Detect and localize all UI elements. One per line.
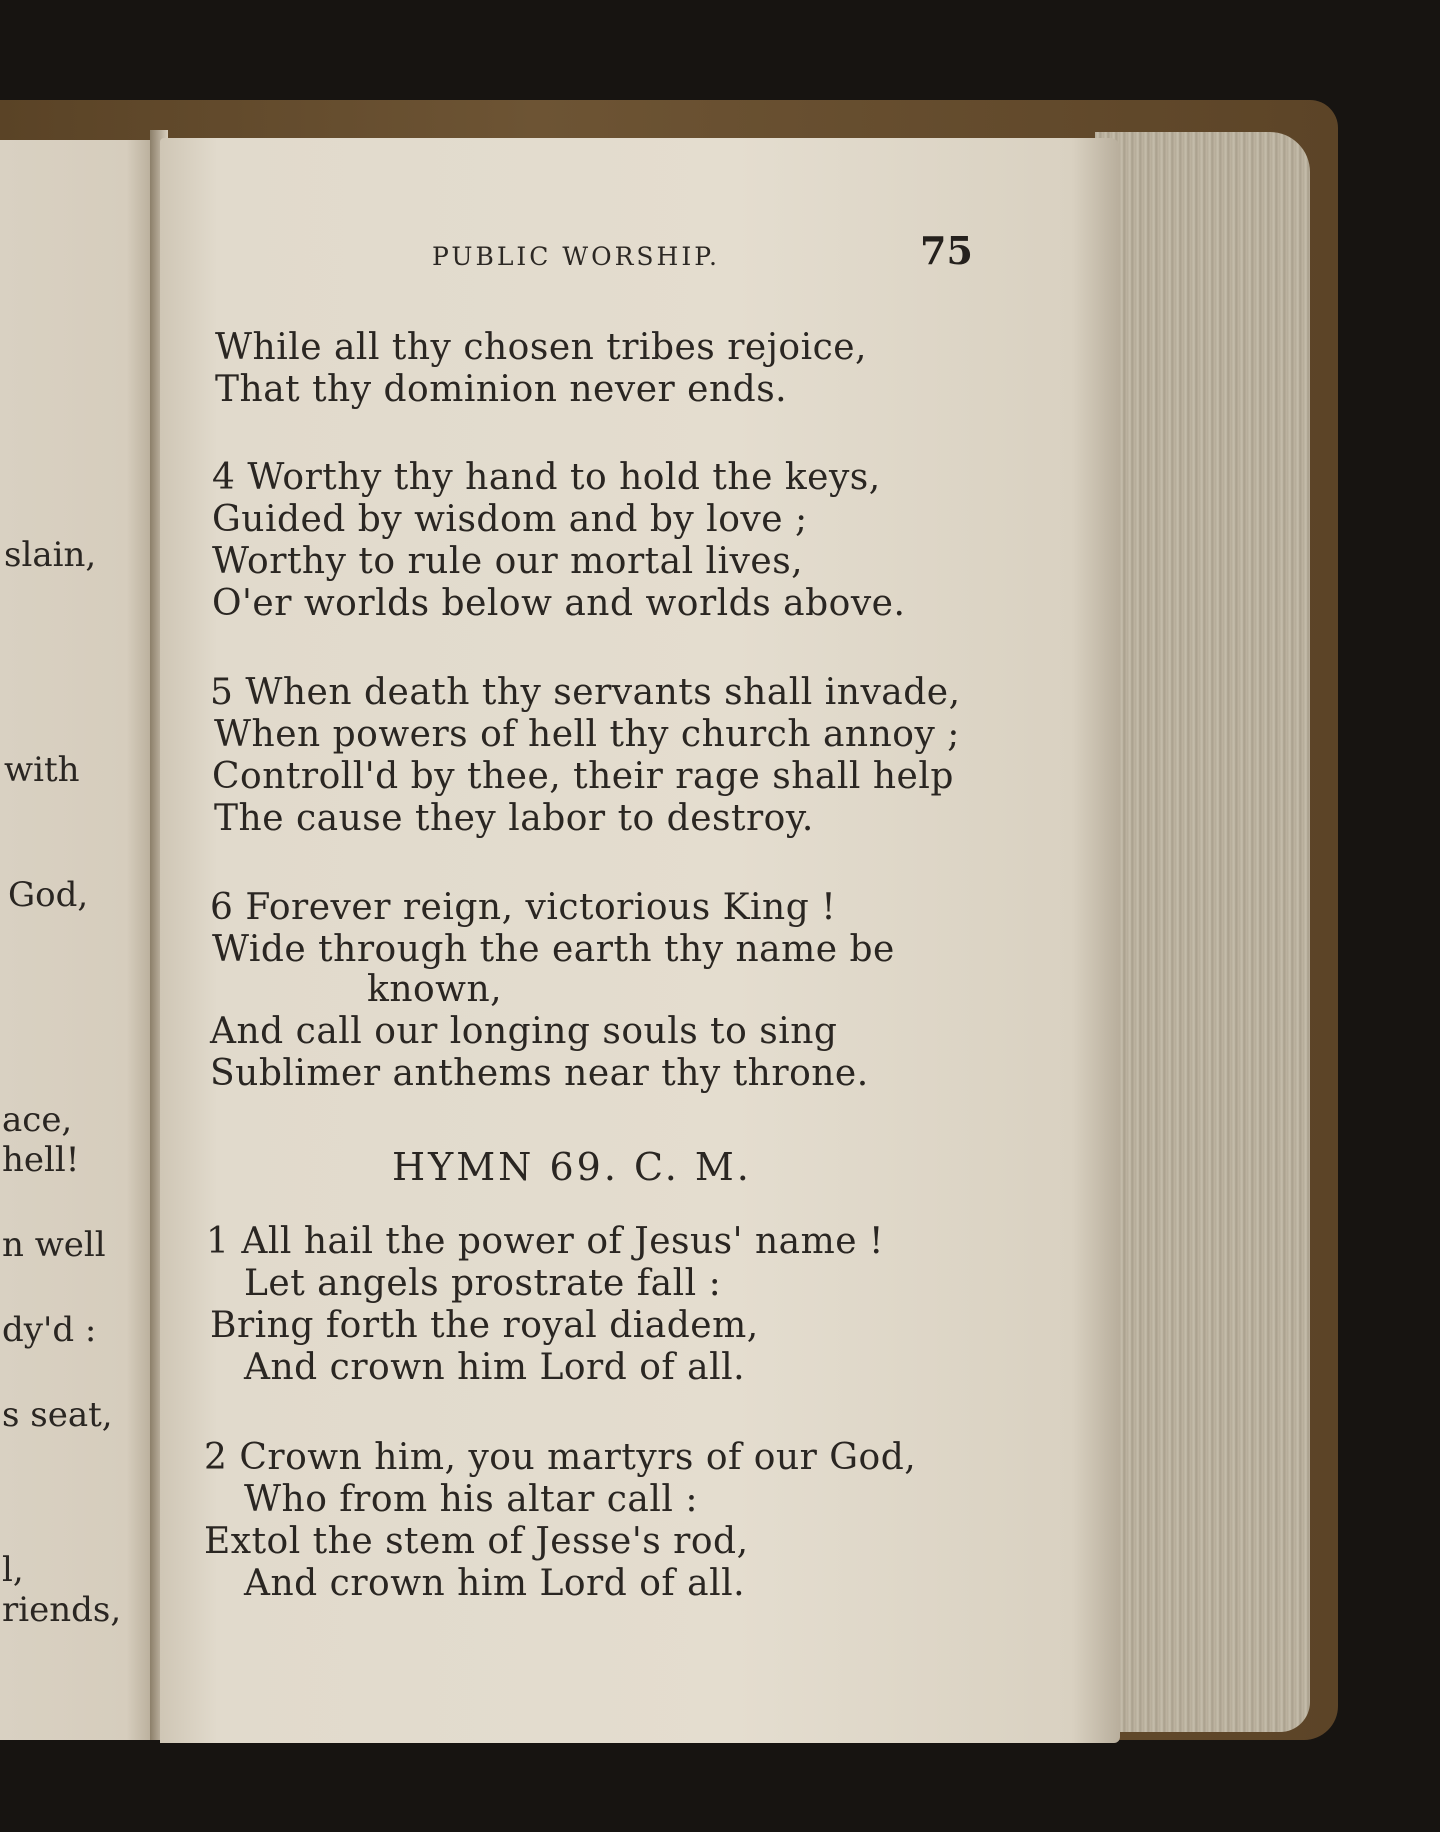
verse-line: And call our longing souls to sing: [210, 1011, 838, 1052]
verse-line: Guided by wisdom and by love ;: [212, 499, 808, 540]
verse-line: 2 Crown him, you martyrs of our God,: [204, 1437, 917, 1478]
verse-line: Extol the stem of Jesse's rod,: [204, 1521, 749, 1562]
verse-line: Sublimer anthems near thy throne.: [210, 1053, 869, 1094]
verse-line: Bring forth the royal diadem,: [210, 1305, 759, 1346]
left-fragment: God,: [8, 875, 89, 915]
verse-line: And crown him Lord of all.: [244, 1347, 746, 1388]
verse-line: Worthy to rule our mortal lives,: [212, 541, 804, 582]
left-fragment: dy'd :: [2, 1310, 97, 1350]
verse-line: 4 Worthy thy hand to hold the keys,: [212, 457, 881, 498]
verse-line: known,: [367, 969, 503, 1010]
left-fragment: slain,: [4, 535, 97, 575]
verse-line: When powers of hell thy church annoy ;: [214, 714, 960, 755]
verse-line: That thy dominion never ends.: [215, 369, 788, 410]
page-header: [432, 228, 972, 288]
left-fragment: ace,: [2, 1100, 73, 1140]
left-page: [0, 140, 158, 1740]
verse-line: 6 Forever reign, victorious King !: [210, 887, 837, 928]
verse-line: 1 All hail the power of Jesus' name !: [206, 1221, 884, 1262]
verse-line: Who from his altar call :: [244, 1479, 698, 1520]
running-head: PUBLIC WORSHIP.: [432, 242, 720, 271]
verse-line: While all thy chosen tribes rejoice,: [215, 327, 867, 368]
page-edges: [1095, 132, 1310, 1732]
verse-line: And crown him Lord of all.: [244, 1563, 746, 1604]
hymn-title: HYMN 69. C. M.: [392, 1145, 752, 1189]
left-fragment: with: [4, 750, 80, 790]
left-fragment: hell!: [2, 1140, 80, 1180]
verse-line: Controll'd by thee, their rage shall help: [212, 756, 954, 797]
left-fragment: n well: [2, 1225, 106, 1265]
verse-line: Wide through the earth thy name be: [212, 929, 895, 970]
verse-line: The cause they labor to destroy.: [214, 798, 814, 839]
verse-line: Let angels prostrate fall :: [244, 1263, 722, 1304]
left-fragment: s seat,: [2, 1395, 113, 1435]
page-number: 75: [920, 228, 973, 273]
left-fragment: l,: [2, 1550, 24, 1590]
verse-line: 5 When death thy servants shall invade,: [210, 672, 961, 713]
left-fragment: riends,: [2, 1590, 122, 1630]
verse-line: O'er worlds below and worlds above.: [212, 583, 906, 624]
